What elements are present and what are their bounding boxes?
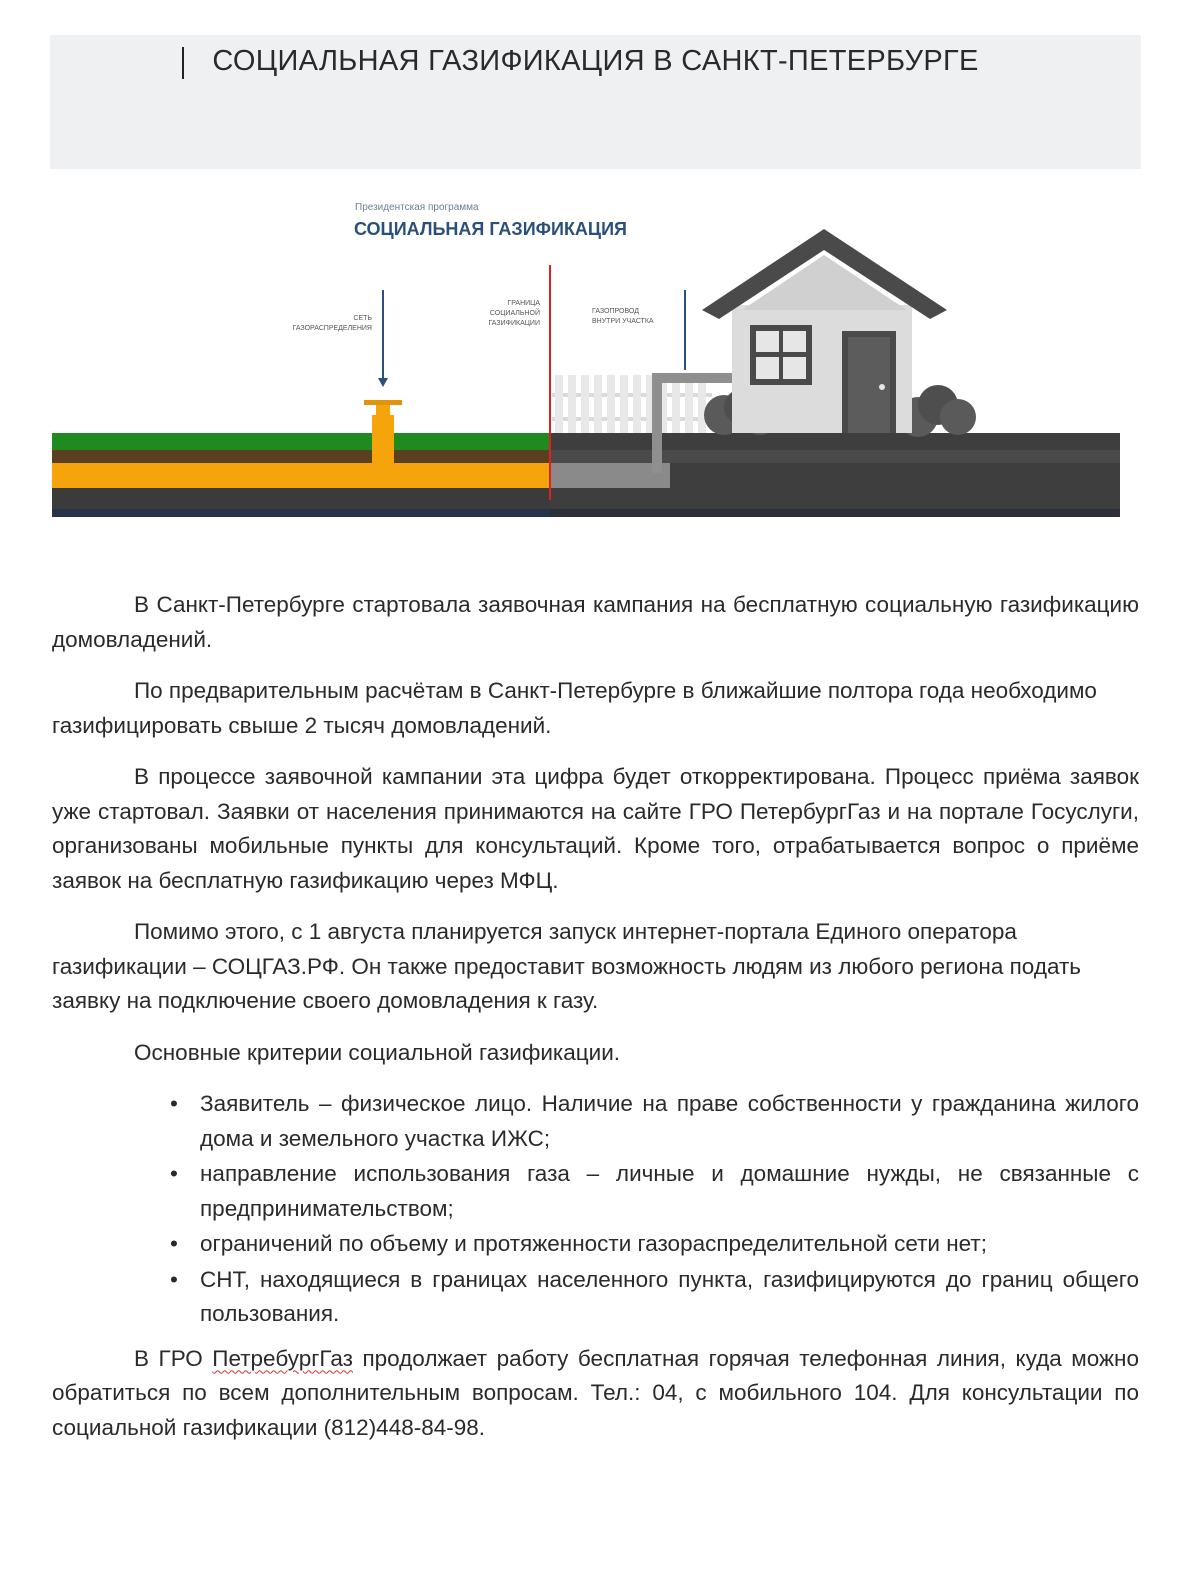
paragraph-hotline (52, 1342, 1139, 1446)
bottom-edge-left (52, 509, 550, 517)
network-label-2: ГАЗОРАСПРЕДЕЛЕНИЯ (292, 325, 372, 332)
hotline-text-start: В ГРО (134, 1345, 213, 1371)
soil-top-left (52, 450, 550, 463)
bullet-icon: • (170, 1266, 178, 1292)
house (702, 229, 947, 433)
criteria-item (170, 1087, 1139, 1156)
criteria-item (170, 1157, 1139, 1226)
paragraph-4: Помимо этого, с 1 августа планируется запуск интернет-портала Единого оператора газификации – СОЦГАЗ.РФ. Он также предоставит возможность людям из любого региона подать заявку на подключение своего домовладения к газу. (52, 919, 1081, 1013)
valve-handle (364, 400, 402, 405)
network-label-1: СЕТЬ (353, 315, 372, 322)
program-label: Президентская программа (355, 202, 479, 213)
criteria-item (170, 1263, 1139, 1332)
paragraph-2: По предварительным расчётам в Санкт-Петербурге в ближайшие полтора года необходимо газифицировать свыше 2 тысяч домовладений. (52, 678, 1097, 738)
header-band (50, 35, 1141, 169)
grass-strip (52, 433, 550, 450)
border-label-2: СОЦИАЛЬНОЙ (489, 310, 540, 317)
border-label-3: ГАЗИФИКАЦИИ (488, 320, 540, 327)
bullet-icon: • (170, 1231, 178, 1256)
paragraph-3: В процессе заявочной кампании эта цифра будет откорректирована. Процесс приёма заявок уже стартовал. Заявки от населения принимаются на сайте ГРО ПетербургГаз и на портале Госуслуги, организованы мобильные пункты для консультаций. Кроме того, отрабатывается вопрос о приёме заявок на бесплатную газификацию через МФЦ. (52, 764, 1139, 893)
inside-label-2: ВНУТРИ УЧАСТКА (592, 318, 654, 325)
inside-pipe-vertical (652, 373, 662, 473)
criteria-item-text: Заявитель – физическое лицо. Наличие на праве собственности у гражданина жилого дома и земельного участка ИЖС; (200, 1091, 1139, 1151)
bullet-icon: • (170, 1161, 178, 1186)
document-title: СОЦИАЛЬНАЯ ГАЗИФИКАЦИЯ В САНКТ-ПЕТЕРБУРГЕ (212, 45, 979, 77)
gas-riser (372, 415, 394, 465)
text-cursor (182, 47, 184, 79)
gasification-illustration (52, 195, 1120, 517)
bullet-icon: • (170, 1091, 178, 1116)
border-label-1: ГРАНИЦА (507, 300, 540, 307)
criteria-list (52, 1087, 1139, 1332)
criteria-item-text: ограничений по объему и протяженности газораспределительной сети нет; (200, 1231, 987, 1256)
misspelled-word: ПетребургГаз (212, 1345, 353, 1371)
criteria-item-text: СНТ, находящиеся в границах населенного пункта, газифицируются до границ общего пользования. (200, 1266, 1139, 1326)
criteria-heading: Основные критерии социальной газификации. (134, 1039, 621, 1065)
gas-pipe-main (52, 463, 550, 488)
paragraph-1: В Санкт-Петербурге стартовала заявочная кампания на бесплатную социальную газификацию домовладений. (52, 592, 1139, 652)
fence (552, 375, 712, 433)
article-body (52, 588, 1139, 1462)
inside-label-1: ГАЗОПРОВОД (592, 308, 639, 315)
inside-pipe-horizontal (662, 373, 732, 383)
program-title: СОЦИАЛЬНАЯ ГАЗИФИКАЦИЯ (354, 219, 627, 239)
criteria-item (170, 1227, 1139, 1262)
criteria-item-text: направление использования газа – личные и домашние нужды, не связанные с предпринимательством; (200, 1161, 1139, 1221)
hotline-text-end: продолжает работу бесплатная горячая телефонная линия, куда можно обратиться по всем дополнительным вопросам. Тел.: 04, с мобильного 104. Для консультации по социальной газификации (812)448-84-98. (52, 1345, 1139, 1440)
